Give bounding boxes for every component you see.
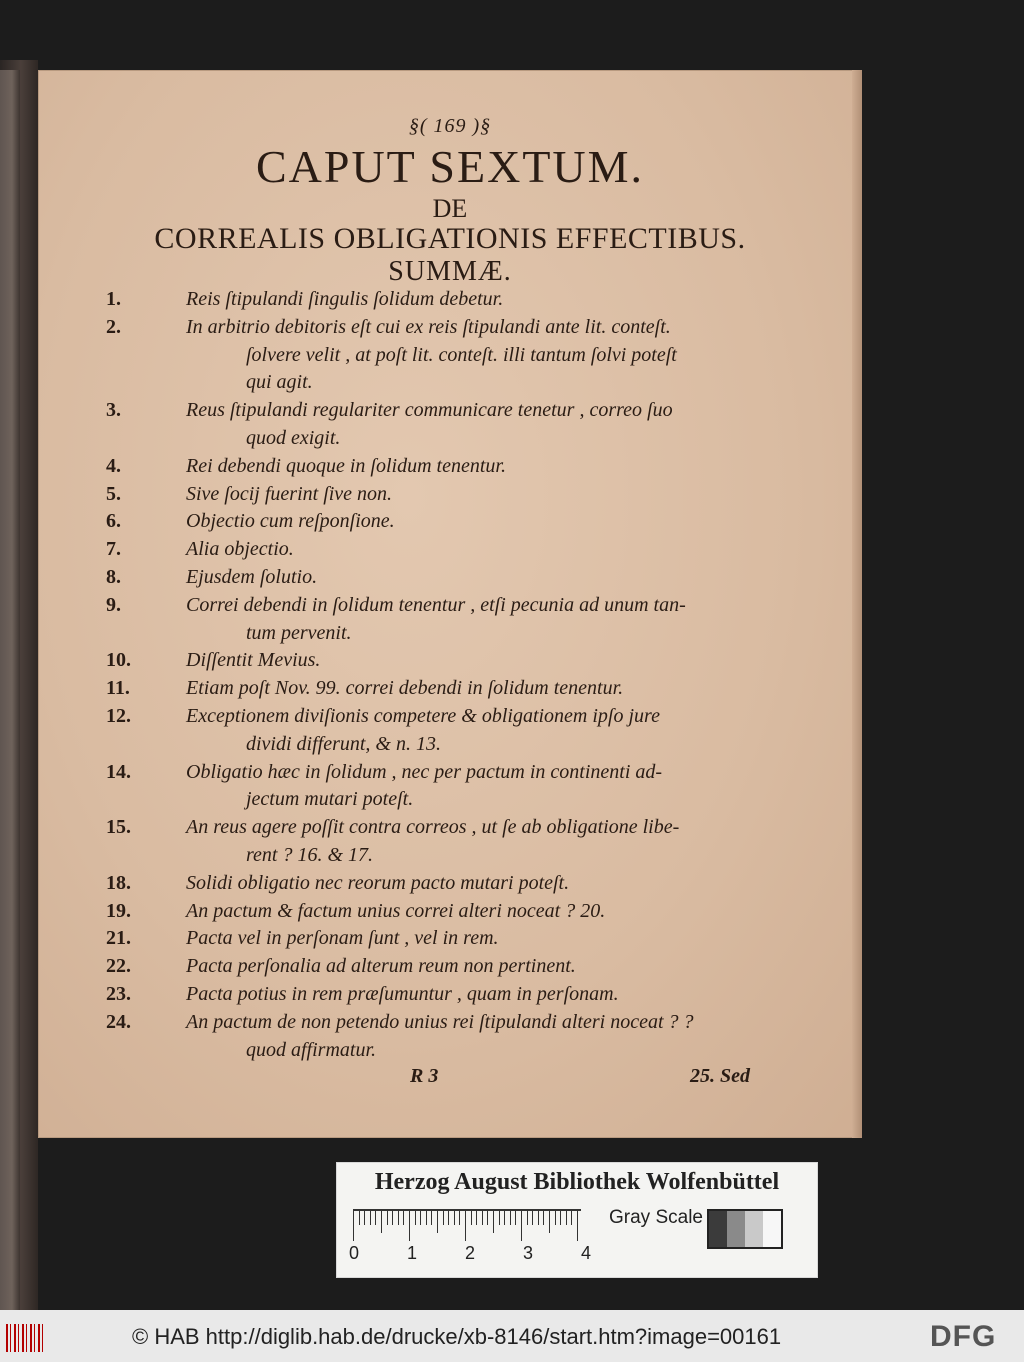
previous-page-edge (0, 70, 20, 1310)
ruler-number: 4 (581, 1243, 592, 1263)
copyright-link-text[interactable]: © HAB http://diglib.hab.de/drucke/xb-8146/start.htm?image=00161 (132, 1324, 782, 1349)
grayscale-swatch (745, 1211, 763, 1247)
entry-text-line: rent ? 16. & 17. (246, 844, 374, 866)
ruler-tick (431, 1211, 432, 1225)
subtitle-de: DE (432, 194, 468, 223)
ruler-tick (387, 1211, 388, 1225)
ruler-tick (538, 1211, 539, 1225)
entry-text-line: Reis ſtipulandi ſingulis ſolidum debetur. (186, 288, 504, 310)
library-name: Herzog August Bibliothek Wolfenbüttel (374, 1169, 780, 1195)
entry-number: 18. (106, 871, 131, 894)
ruler-tick (359, 1211, 360, 1225)
entry-text-line: Pacta potius in rem præſumuntur , quam in perſonam. (186, 983, 619, 1005)
ruler-tick (375, 1211, 376, 1225)
grayscale-swatch (763, 1211, 781, 1247)
entry-text-line: Correi debendi in ſolidum tenentur , etſi pecunia ad unum tan- (186, 593, 686, 616)
ruler-tick (549, 1211, 550, 1233)
dfg-logo: DFG (930, 1320, 997, 1353)
entry-text-line: In arbitrio debitoris eſt cui ex reis ſtipulandi ante lit. conteſt. (186, 315, 671, 338)
catchword: 25. Sed (690, 1065, 750, 1087)
entry-number: 7. (106, 538, 121, 561)
ruler-tick (443, 1211, 444, 1225)
ruler-tick (437, 1211, 438, 1233)
entry-text-line: dividi differunt, & n. 13. (246, 732, 441, 755)
entry-text-line: Objectio cum reſponſione. (186, 510, 395, 533)
ruler-tick (515, 1211, 516, 1225)
page-right-edge (852, 70, 862, 1138)
summae-heading: SUMMÆ. (388, 256, 512, 287)
entry-number: 14. (106, 760, 131, 783)
entry-number: 12. (106, 705, 131, 727)
ruler-tick (555, 1211, 556, 1225)
entry-number: 22. (106, 955, 131, 978)
chapter-subtitle: CORREALIS OBLIGATIONIS EFFECTIBUS. (154, 222, 746, 255)
ruler-tick (493, 1211, 494, 1233)
ruler-tick (448, 1211, 449, 1225)
grayscale-swatch (709, 1211, 727, 1247)
ruler-tick (398, 1211, 399, 1225)
entry-number: 8. (106, 566, 121, 588)
entry-number: 24. (106, 1010, 131, 1033)
entry-number: 5. (106, 482, 121, 505)
ruler-tick (381, 1211, 382, 1233)
ruler-tick (415, 1211, 416, 1225)
ruler-tick (364, 1211, 365, 1225)
entry-text-line: quod affirmatur. (246, 1038, 377, 1061)
entry-text-line: jectum mutari poteſt. (246, 788, 414, 811)
entry-text-line: Reus ſtipulandi regulariter communicare tenetur , correo ſuo (186, 399, 673, 422)
grayscale-label: Gray Scale (609, 1207, 703, 1228)
entry-text-line: qui agit. (246, 371, 313, 394)
grayscale-swatch (727, 1211, 745, 1247)
entry-text-line: An reus agere poſſit contra correos , ut ſe ab obligatione libe- (186, 816, 680, 839)
ruler-tick (504, 1211, 505, 1225)
ruler-tick (571, 1211, 572, 1225)
entry-text-line: An pactum & factum unius correi alteri noceat ? 20. (186, 899, 606, 922)
ruler-tick (566, 1211, 567, 1225)
entry-number: 19. (106, 899, 131, 922)
ruler-tick (476, 1211, 477, 1225)
entry-number: 3. (106, 399, 121, 422)
entry-text-line: quod exigit. (246, 427, 341, 449)
entry-number: 15. (106, 816, 131, 839)
ruler (353, 1209, 581, 1245)
entry-number: 11. (106, 677, 130, 700)
entry-text-line: Alia objectio. (186, 538, 294, 561)
page-number-header: §( 169 )§ (408, 115, 492, 137)
entry-text-line: Obligatio hæc in ſolidum , nec per pactum in continenti ad- (186, 760, 663, 783)
entry-text-line: Etiam poſt Nov. 99. correi debendi in ſolidum tenentur. (186, 677, 624, 700)
ruler-tick (560, 1211, 561, 1225)
ruler-tick (499, 1211, 500, 1225)
ruler-tick (370, 1211, 371, 1225)
entry-number: 2. (106, 315, 121, 338)
ruler-number: 3 (523, 1243, 534, 1263)
book-page (38, 70, 862, 1138)
entry-text-line: Solidi obligatio nec reorum pacto mutari poteſt. (186, 871, 570, 894)
ruler-tick (459, 1211, 460, 1225)
entry-number: 6. (106, 510, 121, 533)
entry-number: 10. (106, 649, 131, 672)
entry-text-line: Sive ſocij fuerint ſive non. (186, 482, 393, 505)
ruler-number: 1 (407, 1243, 418, 1263)
ruler-tick (465, 1211, 466, 1241)
ruler-tick (543, 1211, 544, 1225)
entry-number: 1. (106, 288, 121, 310)
ruler-tick (577, 1211, 578, 1241)
ruler-tick (527, 1211, 528, 1225)
entry-number: 4. (106, 454, 121, 477)
entry-text-line: Pacta vel in perſonam ſunt , vel in rem. (186, 927, 499, 950)
entry-text-line: Pacta perſonalia ad alterum reum non pertinent. (186, 955, 576, 978)
entry-text-line: Ejusdem ſolutio. (186, 566, 318, 588)
ruler-tick (409, 1211, 410, 1241)
summary-list (38, 70, 862, 1138)
entry-text-line: ſolvere velit , at poſt lit. conteſt. illi tantum ſolvi poteſt (246, 343, 677, 366)
ruler-tick (403, 1211, 404, 1225)
entry-text-line: Exceptionem diviſionis competere & obligationem ipſo jure (186, 705, 660, 727)
entry-number: 9. (106, 593, 121, 616)
ruler-tick (487, 1211, 488, 1225)
ruler-tick (353, 1211, 354, 1241)
chapter-title: CAPUT SEXTUM. (255, 141, 645, 192)
ruler-tick (510, 1211, 511, 1225)
ruler-tick (532, 1211, 533, 1225)
color-scale-card (336, 1162, 818, 1278)
entry-text-line: An pactum de non petendo unius rei ſtipulandi alteri noceat ? ? (186, 1010, 694, 1033)
ruler-number: 0 (349, 1243, 360, 1263)
grayscale-bar (707, 1209, 783, 1249)
barcode-icon (6, 1324, 46, 1352)
ruler-tick (454, 1211, 455, 1225)
signature-mark: R 3 (410, 1065, 439, 1087)
ruler-tick (392, 1211, 393, 1225)
entry-text-line: tum pervenit. (246, 621, 352, 644)
ruler-number: 2 (465, 1243, 476, 1263)
ruler-tick (420, 1211, 421, 1225)
ruler-tick (521, 1211, 522, 1241)
ruler-tick (471, 1211, 472, 1225)
ruler-tick (426, 1211, 427, 1225)
entry-number: 23. (106, 983, 131, 1005)
ruler-tick (482, 1211, 483, 1225)
entry-text-line: Rei debendi quoque in ſolidum tenentur. (186, 454, 506, 477)
entry-text-line: Diſſentit Mevius. (186, 649, 321, 672)
entry-number: 21. (106, 927, 131, 950)
footer-bar (0, 1310, 1024, 1362)
